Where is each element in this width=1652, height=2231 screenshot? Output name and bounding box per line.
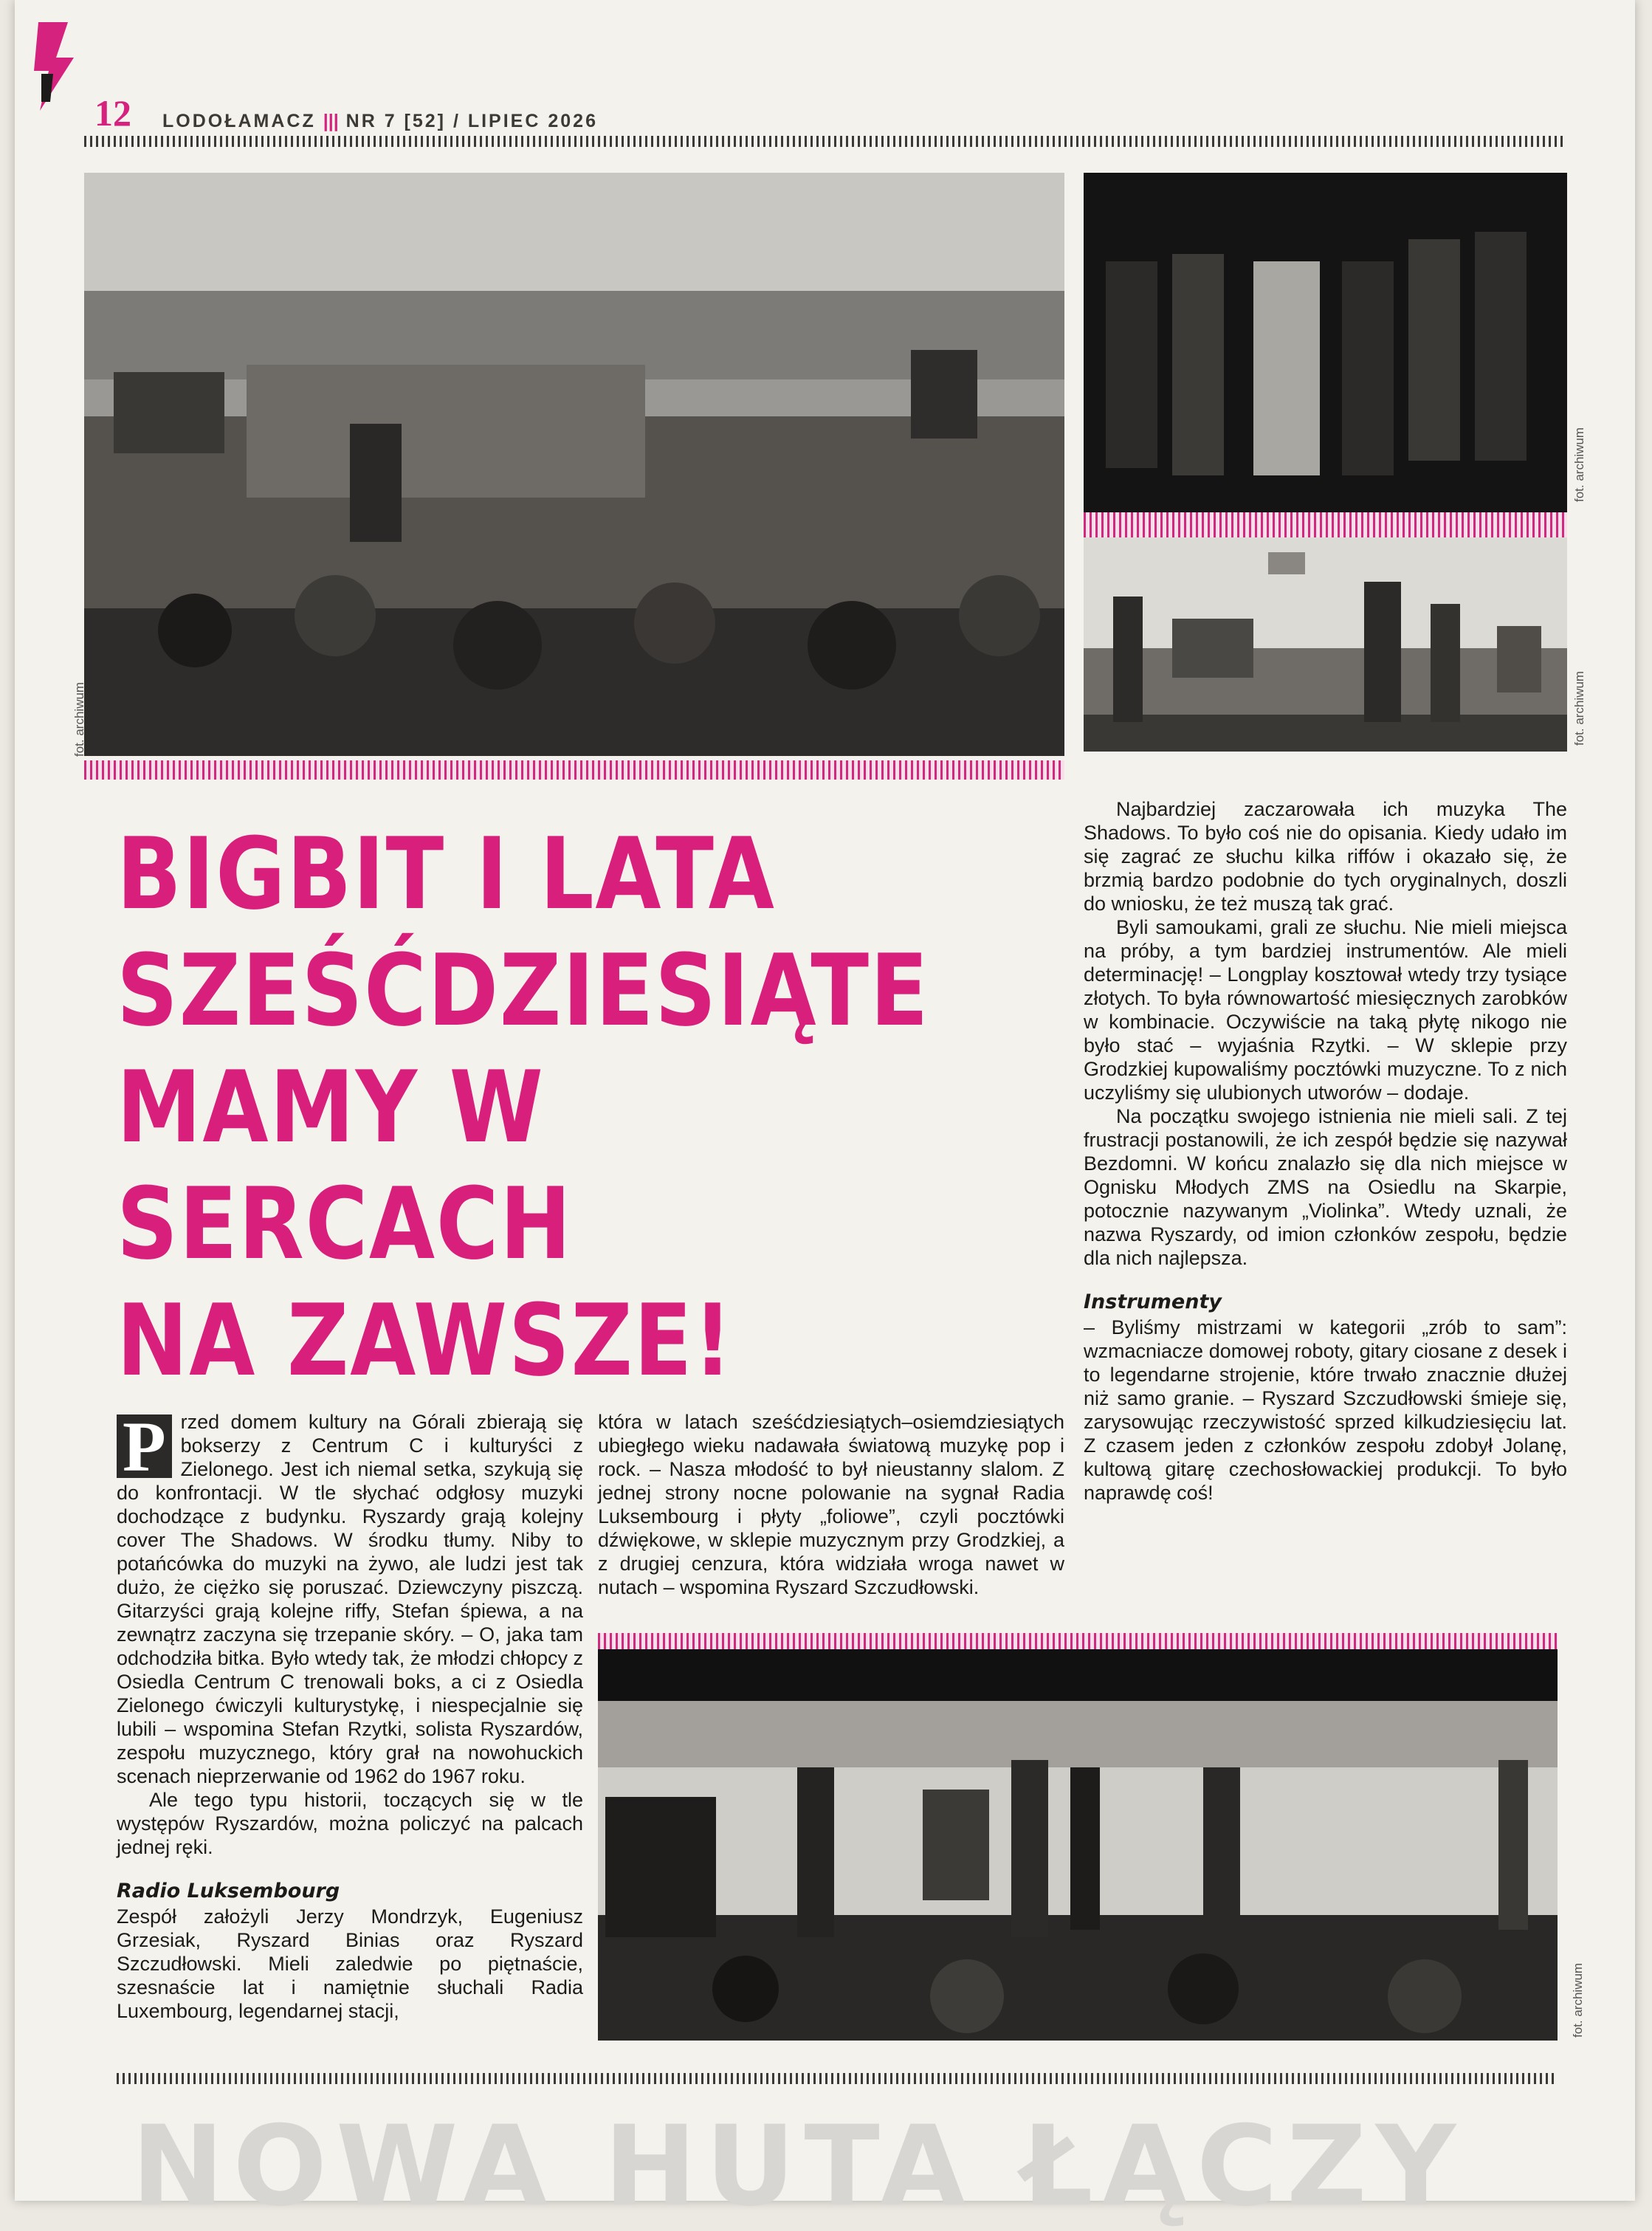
bottom-photo-pink-bar [598,1633,1558,1649]
col1-paragraph-1: rzed domem kultury na Górali zbierają się bokserzy z Centrum C i kulturyści z Zielonego. Jest ich niemal setka, szykują się do konfrontacji. W tle słychać odgłosy muzyki dochodzące z budynku. Ryszardy grają kolejny cover The Shadows. W środku tłumy. Niby to potańcówka do muzyki na żywo, ale ludzi jest tak dużo, że ciężko się poruszać. Dziewczyny piszczą. Gitarzyści grają kolejne riffy, Stefan śpiewa, a na zewnątrz zaczyna się trzepanie skóry. – O, jaka tam odchodziła bitka. Było wtedy tak, że młodzi chłopcy z Osiedla Centrum C trenowali boks, a ci z Osiedla Zielonego ćwiczyli kulturystykę, i niespecjalnie się lubili – wspomina Stefan Rzytki, solista Ryszardów, zespołu muzycznego, który grał na nowohuckich scenach nieprzerwanie od 1962 do 1967 roku. [117,1411,583,1787]
col1-paragraph-3: Zespół założyli Jerzy Mondrzyk, Eugeniusz Grzesiak, Ryszard Binias oraz Ryszard Szczudłowski. Mieli zaledwie po piętnaście, szesnaście lat i namiętnie słuchali Radia Luxembourg, legendarnej stacji, [117,1905,583,2022]
main-photo-pink-bar [84,760,1064,780]
issue-header [162,111,598,132]
concert-photo-main [84,173,1064,756]
subheading-radio: Radio Luksembourg [117,1880,340,1902]
article-column-1 [117,1407,583,2023]
article-column-3 [1084,797,1567,1505]
bottom-photo-credit: fot. archiwum [1571,1962,1585,2038]
header-rule [84,136,1564,147]
band-photo-outdoor-stage [1084,537,1567,752]
drop-cap: P [117,1414,172,1478]
headline-line-4: NA ZAWSZE! [117,1283,734,1399]
top-right-pink-bar [1084,512,1567,537]
lightning-logo-icon [31,22,77,111]
subheading-instruments: Instrumenty [1084,1290,1222,1313]
main-photo-credit: fot. archiwum [72,681,86,757]
band-photo-bottom [598,1649,1558,2041]
col2-paragraph-1: która w latach sześćdziesiątych–osiemdziesiątych ubiegłego wieku nadawała światową muzykę pop i rock. – Nasza młodość to był nieustanny slalom. Z jednej strony nocne polowanie na sygnał Radia Luksembourg i płyty „foliowe”, czyli pocztówki dźwiękowe, w sklepie muzycznym przy Grodzkiej, a z drugiej cenzura, która widziała wroga nawet w nutach – wspomina Ryszard Szczudłowski. [598,1411,1064,1598]
col3-paragraph-2: Byli samoukami, grali ze słuchu. Nie mieli miejsca na próby, a tym bardziej instrumentów. Ale mieli determinację! – Longplay kosztował wtedy trzy tysiące złotych. To była równowartość miesięcznych zarobków w kombinacie. Oczywiście na taką płytę nikogo nie było stać – wyjaśnia Rzytki. – W sklepie przy Grodzkiej kupowaliśmy pocztówki muzyczne. To z nich uczyliśmy się ulubionych utworów – dodaje. [1084,916,1567,1104]
issue-info: NR 7 [52] / LIPIEC 2026 [345,111,598,131]
headline-line-1: BIGBIT I LATA [117,817,776,932]
footer-rule [117,2073,1558,2084]
mid-right-photo-credit: fot. archiwum [1572,670,1586,746]
col3-paragraph-4: – Byliśmy mistrzami w kategorii „zrób to sam”: wzmacniacze domowej roboty, gitary ciosane z desek i to legendarne strojenie, które trwało znacznie dłużej niż samo granie. – Ryszard Szczudłowski śmieje się, zarysowując rzeczywistość sprzed kilkudziesięciu lat. Z czasem jeden z członków zespołu zdobył Jolanę, kultową gitarę czechosłowackiej produkcji. To było naprawdę coś! [1084,1316,1567,1504]
article-column-2 [598,1410,1064,1599]
col3-paragraph-1: Najbardziej zaczarowała ich muzyka The Shadows. To było coś nie do opisania. Kiedy udało im się zagrać ze słuchu kilka riffów i okazało się, że brzmią bardzo podobnie do tych oryginalnych, doszli do wniosku, że też muszą tak grać. [1084,798,1567,915]
col1-paragraph-2: Ale tego typu historii, toczących się w tle występów Ryszardów, można policzyć na palcach jednej ręki. [117,1789,583,1858]
magazine-page [15,0,1635,2231]
top-right-photo-credit: fot. archiwum [1572,427,1586,502]
magazine-name: LODOŁAMACZ [162,111,316,131]
headline [117,816,929,1400]
headline-line-2: SZEŚĆDZIESIĄTE [117,933,930,1049]
headline-line-3: MAMY W SERCACH [117,1050,573,1282]
header-separator: ||| [323,111,339,131]
band-photo-top-right [1084,173,1567,512]
page-number: 12 [94,92,131,134]
col3-paragraph-3: Na początku swojego istnienia nie mieli sali. Z tej frustracji postanowili, że ich zespół będzie się nazywał Bezdomni. W końcu znalazło się dla nich miejsce w Ognisku Młodych ZMS na Osiedlu na Skarpie, potocznie nazywanym „Violinka”. Wtedy uznali, że nazwa Ryszardy, od imion członków zespołu, będzie dla nich najlepsza. [1084,1105,1567,1269]
footer-banner: NOWA HUTA ŁĄCZY [131,2103,1465,2231]
